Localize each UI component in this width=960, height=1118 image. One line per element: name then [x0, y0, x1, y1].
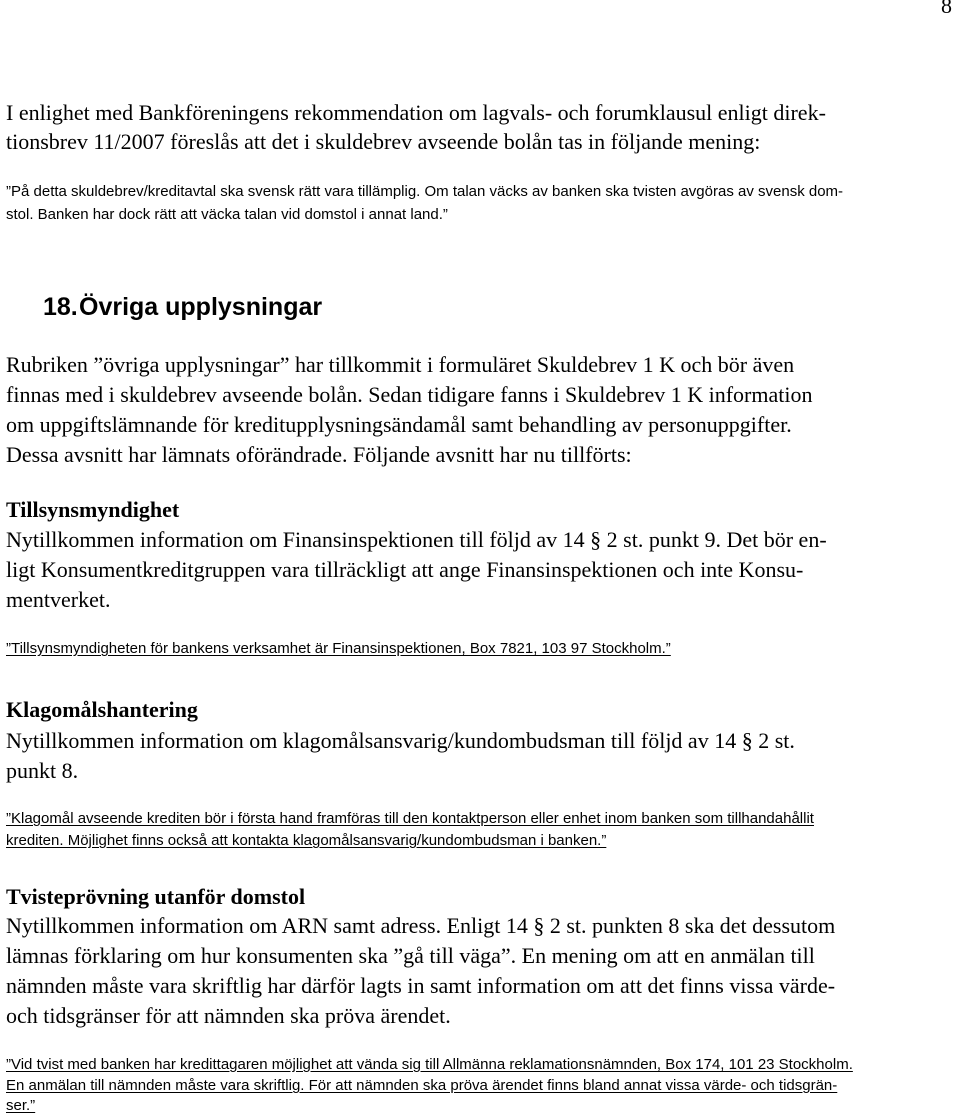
tillsyn-heading: Tillsynsmyndighet [6, 497, 180, 522]
tillsyn-line-1-b: 2 st. punkt 9. Det bör en- [601, 527, 827, 552]
intro-quote-line-2: stol. Banken har dock rätt att väcka talan vid domstol i annat land.” [6, 206, 448, 223]
tvist-line-3: nämnden måste vara skriftlig har därför lagts in samt information om att det finns vissa värde- [6, 973, 836, 998]
tvist-quote-line-1: ”Vid tvist med banken har kredittagaren möjlighet att vända sig till Allmänna reklamationsnämnden, Box 174, 101 23 Stockholm. [6, 1056, 853, 1073]
section-sign-symbol: § [741, 728, 753, 753]
section-body-line-4: Dessa avsnitt har lämnats oförändrade. Följande avsnitt har nu tillförts: [6, 442, 632, 467]
tvist-line-1-a: Nytillkommen information om ARN samt adress. Enligt 14 [6, 913, 534, 938]
tillsyn-line-1 [6, 527, 827, 553]
intro-line-1: I enlighet med Bankföreningens rekommendation om lagvals- och forumklausul enligt direk- [6, 100, 826, 125]
section-body-line-1: Rubriken ”övriga upplysningar” har tillkommit i formuläret Skuldebrev 1 K och bör även [6, 352, 795, 377]
section-sign-symbol: § [533, 913, 545, 938]
klagomal-line-1-b: 2 st. [752, 728, 795, 753]
tillsyn-line-1-a: Nytillkommen information om Finansinspektionen till följd av 14 [6, 527, 591, 552]
tvist-line-1 [6, 913, 835, 939]
klagomal-quote-line-1: ”Klagomål avseende krediten bör i första hand framföras till den kontaktperson eller enhet inom banken som tillhandahållit [6, 810, 814, 827]
klagomal-line-1 [6, 728, 795, 754]
tvist-heading: Tvisteprövning utanför domstol [6, 884, 306, 909]
klagomal-line-1-a: Nytillkommen information om klagomålsansvarig/kundombudsman till följd av 14 [6, 728, 742, 753]
tillsyn-line-2: ligt Konsumentkreditgruppen vara tillräckligt att ange Finansinspektionen och inte Konsu- [6, 557, 804, 582]
tvist-quote-line-2: En anmälan till nämnden måste vara skriftlig. För att nämnden ska pröva ärendet finns bland annat vissa värde- och tidsgrän- [6, 1077, 838, 1094]
page-number: 8 [941, 0, 952, 18]
klagomal-line-2: punkt 8. [6, 758, 79, 783]
tvist-line-1-b: 2 st. punkten 8 ska det dessutom [544, 913, 836, 938]
klagomal-heading: Klagomålshantering [6, 697, 198, 722]
intro-line-2: tionsbrev 11/2007 föreslås att det i skuldebrev avseende bolån tas in följande mening: [6, 129, 761, 154]
section-sign-symbol: § [590, 527, 602, 552]
tvist-line-2: lämnas förklaring om hur konsumenten ska ”gå till väga”. En mening om att en anmälan till [6, 943, 815, 968]
section-number: 18. [43, 293, 78, 321]
section-body-line-3: om uppgiftslämnande för kreditupplysningsändamål samt behandling av personuppgifter. [6, 412, 792, 437]
tvist-line-4: och tidsgränser för att nämnden ska pröva ärendet. [6, 1003, 451, 1028]
tvist-quote-line-3: ser.” [6, 1097, 36, 1114]
tillsyn-line-3: mentverket. [6, 587, 111, 612]
section-body-line-2: finnas med i skuldebrev avseende bolån. Sedan tidigare fanns i Skuldebrev 1 K information [6, 382, 813, 407]
section-title: Övriga upplysningar [79, 293, 323, 321]
intro-quote-line-1: ”På detta skuldebrev/kreditavtal ska svensk rätt vara tillämplig. Om talan väcks av banken ska tvisten avgöras av svensk dom- [6, 183, 844, 200]
tillsyn-quote: ”Tillsynsmyndigheten för bankens verksamhet är Finansinspektionen, Box 7821, 103 97 Stockholm.” [6, 640, 671, 657]
klagomal-quote-line-2: krediten. Möjlighet finns också att kontakta klagomålsansvarig/kundombudsman i banken.” [6, 832, 607, 849]
